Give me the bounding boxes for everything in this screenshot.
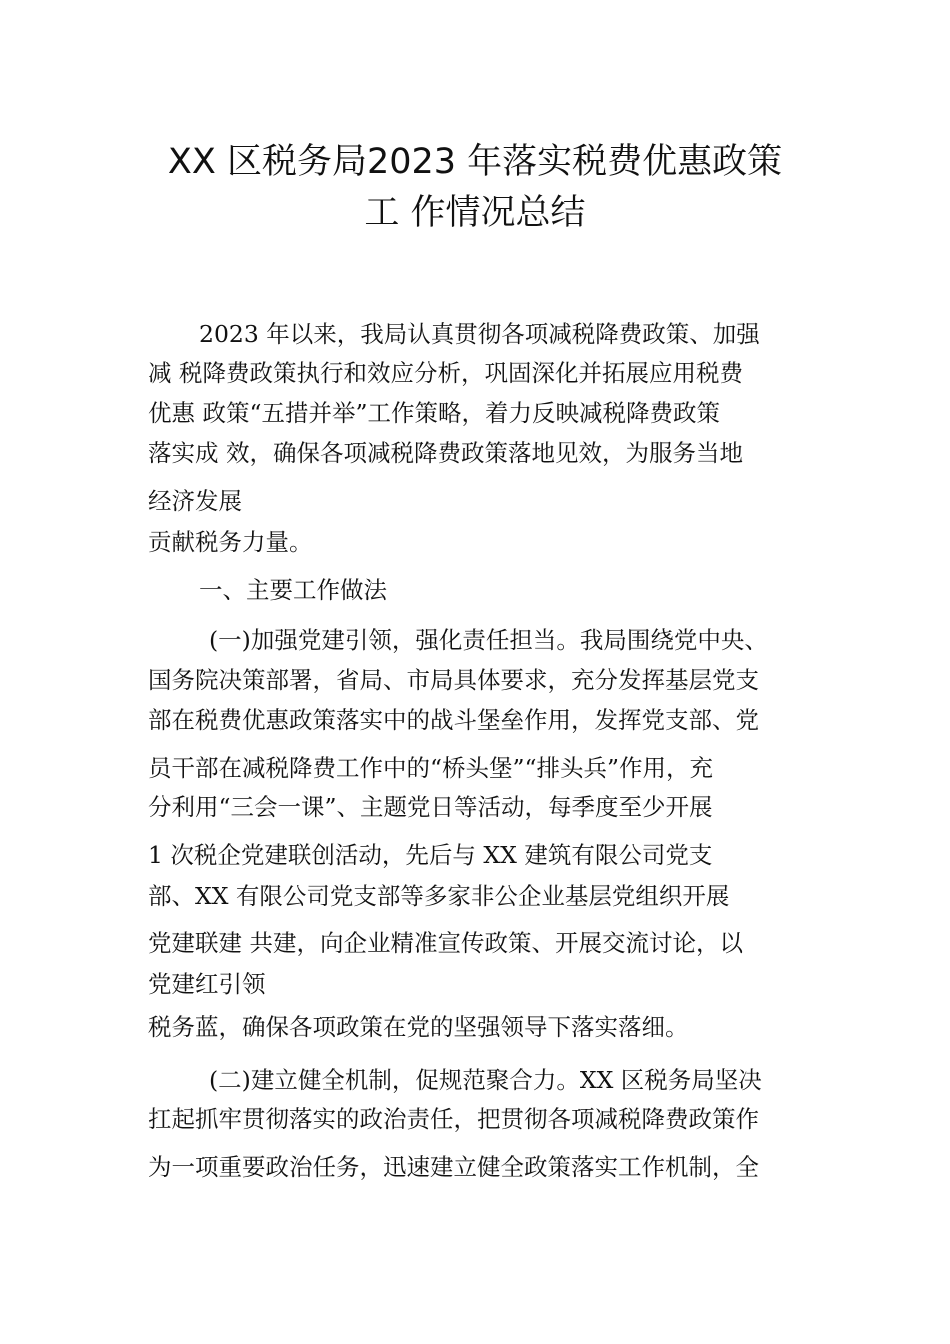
paragraph-line: 部在税费优惠政策落实中的战斗堡垒作用，发挥党支部、党 bbox=[148, 706, 759, 734]
paragraph-line: 分利用“三会一课”、主题党日等活动，每季度至少开展 bbox=[148, 793, 713, 821]
paragraph-line: 员干部在减税降费工作中的“桥头堡”“排头兵”作用，充 bbox=[148, 754, 714, 782]
paragraph-line: 党建红引领 bbox=[148, 970, 266, 998]
paragraph-line: 优惠 政策“五措并举”工作策略，着力反映减税降费政策 bbox=[148, 399, 720, 427]
paragraph-line: 贡献税务力量。 bbox=[148, 528, 313, 556]
paragraph-line: 党建联建 共建，向企业精准宣传政策、开展交流讨论，以 bbox=[148, 929, 743, 957]
paragraph-line: 落实成 效，确保各项减税降费政策落地见效，为服务当地 bbox=[148, 439, 743, 467]
paragraph-line: 扛起抓牢贯彻落实的政治责任，把贯彻各项减税降费政策作 bbox=[148, 1105, 759, 1133]
paragraph-line: 1 次税企党建联创活动，先后与 XX 建筑有限公司党支 bbox=[148, 841, 713, 869]
paragraph-line: 国务院决策部署，省局、市局具体要求，充分发挥基层党支 bbox=[148, 666, 759, 694]
paragraph-line: (一)加强党建引领，强化责任担当。我局围绕党中央、 bbox=[209, 626, 768, 654]
document-title-line-2: 工 作情况总结 bbox=[364, 193, 586, 233]
paragraph-line: (二)建立健全机制，促规范聚合力。XX 区税务局坚决 bbox=[209, 1066, 762, 1094]
section-heading: 一、主要工作做法 bbox=[199, 576, 387, 604]
paragraph-line: 税务蓝，确保各项政策在党的坚强领导下落实落细。 bbox=[148, 1013, 689, 1041]
document-title-line-1: XX 区税务局2023 年落实税费优惠政策 bbox=[167, 142, 783, 182]
paragraph-line: 为一项重要政治任务，迅速建立健全政策落实工作机制，全 bbox=[148, 1153, 759, 1181]
paragraph-line: 减 税降费政策执行和效应分析，巩固深化并拓展应用税费 bbox=[148, 359, 743, 387]
paragraph-line: 部、XX 有限公司党支部等多家非公企业基层党组织开展 bbox=[148, 882, 730, 910]
paragraph-line: 经济发展 bbox=[148, 487, 242, 515]
paragraph-line: 2023 年以来，我局认真贯彻各项减税降费政策、加强 bbox=[199, 320, 760, 348]
